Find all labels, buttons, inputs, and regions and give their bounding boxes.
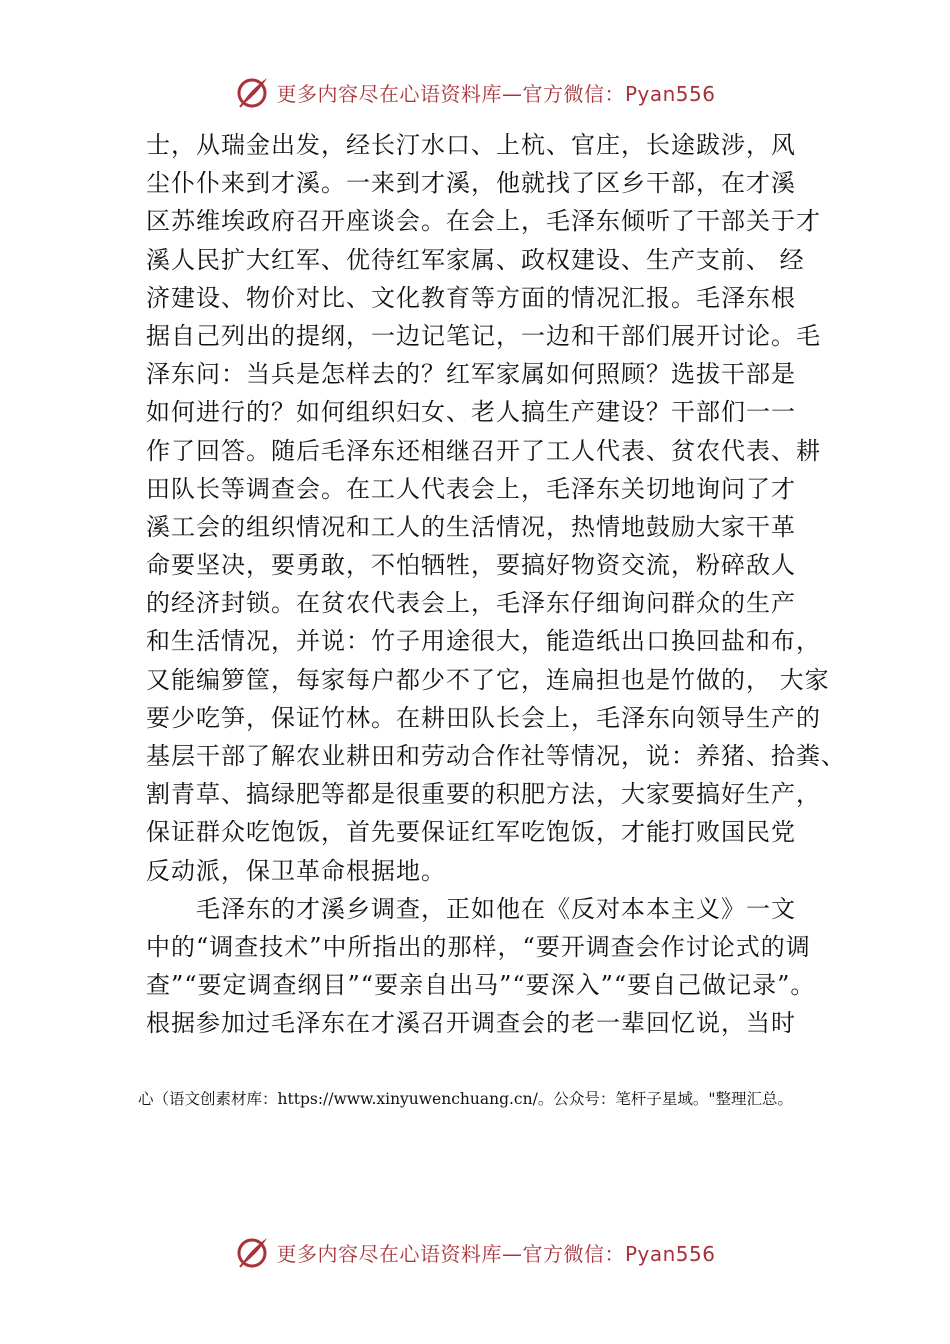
body-line: 济建设、物价对比、文化教育等方面的情况汇报。毛泽东根	[146, 283, 796, 312]
quill-circle-logo-icon	[234, 74, 270, 110]
body-line: 士，从瑞金出发，经长汀水口、上杭、官庄，长途跋涉，风	[146, 131, 796, 159]
body-line: 尘仆仆来到才溪。一来到才溪，他就找了区乡干部，在才溪	[146, 169, 796, 198]
source-note: 心（语文创素材库：https://www.xinyuwenchuang.cn/。公众号：笔杆子星域。"整理汇总。	[138, 1090, 793, 1108]
body-line: 区苏维埃政府召开座谈会。在会上，毛泽东倾听了干部关于才	[146, 207, 821, 236]
body-line: 命要坚决，要勇敢，不怕牺牲，要搞好物资交流，粉碎敌人	[146, 551, 796, 580]
body-line: 基层干部了解农业耕田和劳动合作社等情况，说：养猪、拾粪、	[146, 742, 846, 770]
quill-circle-logo-icon	[234, 1234, 270, 1270]
body-line: 据自己列出的提纲，一边记笔记，一边和干部们展开讨论。毛	[146, 321, 821, 350]
banner-text: 更多内容尽在心语资料库—官方微信：Pyan556	[276, 81, 716, 106]
footer-banner	[0, 1232, 950, 1272]
body-line: 田队长等调查会。在工人代表会上，毛泽东关切地询问了才	[146, 474, 796, 503]
body-line: 溪工会的组织情况和工人的生活情况，热情地鼓励大家干革	[146, 512, 796, 541]
body-line: 泽东问：当兵是怎样去的？红军家属如何照顾？选拔干部是	[146, 360, 796, 389]
body-line: 溪人民扩大红军、优待红军家属、政权建设、生产支前、 经	[146, 245, 805, 274]
body-line: 反动派，保卫革命根据地。	[146, 856, 446, 885]
body-line: 割青草、搞绿肥等都是很重要的积肥方法，大家要搞好生产，	[146, 780, 821, 809]
body-line: 的经济封锁。在贫农代表会上，毛泽东仔细询问群众的生产	[146, 589, 796, 618]
banner-text: 更多内容尽在心语资料库—官方微信：Pyan556	[276, 1241, 716, 1266]
body-line: 和生活情况，并说：竹子用途很大，能造纸出口换回盐和布，	[146, 627, 821, 656]
body-line: 又能编箩筐，每家每户都少不了它，连扁担也是竹做的， 大家	[146, 665, 830, 694]
body-line: 保证群众吃饱饭，首先要保证红军吃饱饭，才能打败国民党	[146, 818, 796, 847]
body-line: 作了回答。随后毛泽东还相继召开了工人代表、贫农代表、耕	[146, 436, 821, 465]
body-line: 要少吃笋，保证竹林。在耕田队长会上，毛泽东向领导生产的	[146, 703, 821, 732]
document-body	[146, 126, 846, 1043]
body-line: 如何进行的？如何组织妇女、老人搞生产建设？干部们一一	[146, 398, 796, 427]
body-line: 查”“要定调查纲目”“要亲自出马”“要深入”“要自己做记录”。	[146, 971, 816, 1000]
body-line: 根据参加过毛泽东在才溪召开调查会的老一辈回忆说，当时	[146, 1009, 796, 1038]
paragraph-start-line: 毛泽东的才溪乡调查，正如他在《反对本本主义》一文	[196, 894, 796, 923]
header-banner	[0, 72, 950, 112]
body-line: 中的“调查技术”中所指出的那样，“要开调查会作讨论式的调	[146, 932, 811, 961]
